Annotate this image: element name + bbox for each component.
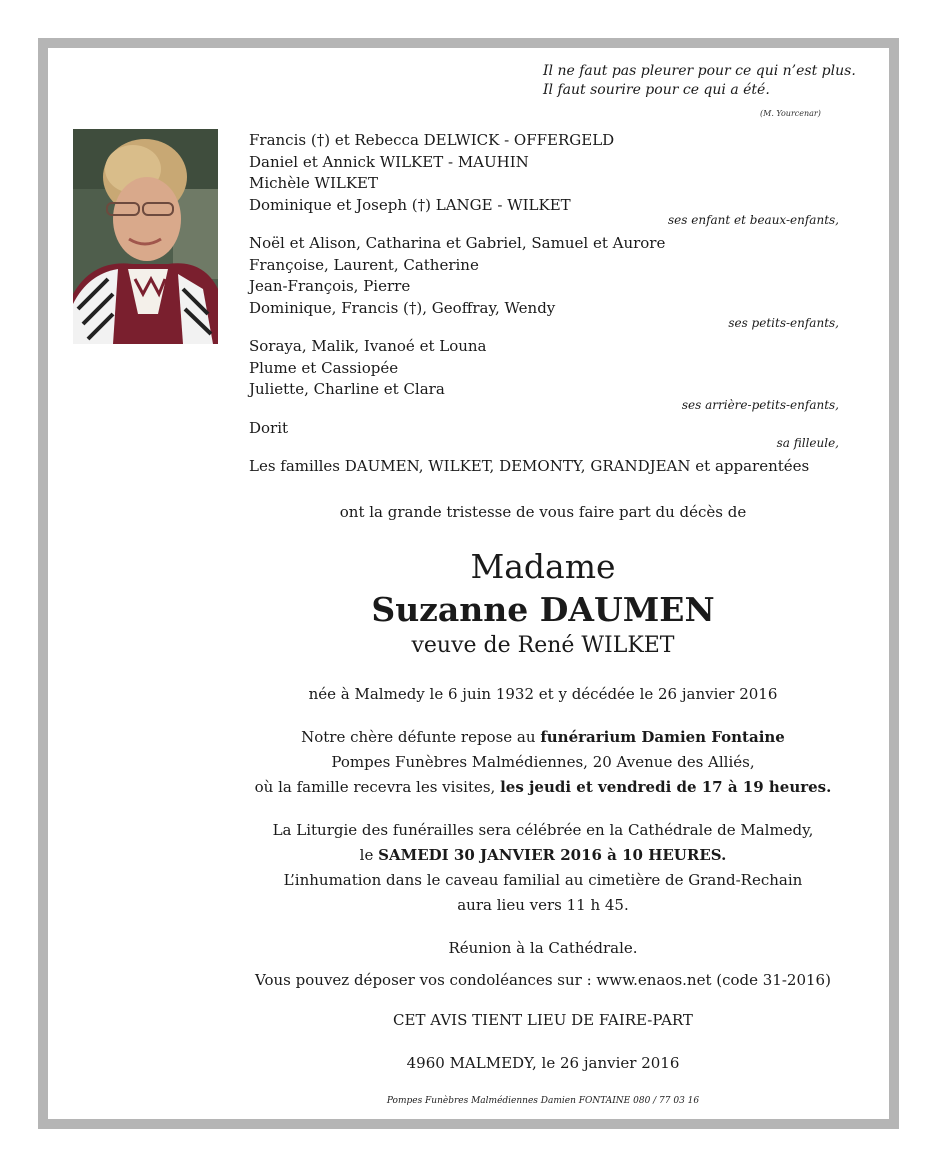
deceased-title: Madame <box>470 547 616 586</box>
deceased-photo <box>73 129 218 344</box>
place-date: 4960 MALMEDY, le 26 janvier 2016 <box>406 1054 680 1072</box>
quote-line-2: Il faut sourire pour ce qui a été. <box>543 82 770 98</box>
birth-death-dates: née à Malmedy le 6 juin 1932 et y décédée le 26 janvier 2016 <box>308 685 778 703</box>
grandchild-line: Jean-François, Pierre <box>249 277 411 295</box>
deceased-name: Suzanne DAUMEN <box>371 590 715 629</box>
great-grandchildren-relation: ses arrière-petits-enfants, <box>681 397 839 412</box>
goddaughter-relation: sa filleule, <box>776 436 839 450</box>
liturgy-line-4: aura lieu vers 11 h 45. <box>457 896 629 914</box>
epigraph-quote <box>543 62 856 100</box>
funeral-home-name: funérarium Damien Fontaine <box>540 728 785 746</box>
condolences-text: Vous pouvez déposer vos condoléances sur : www.enaos.net (code 31-2016) <box>255 971 831 989</box>
liturgy-line-2-text: le <box>359 846 379 864</box>
family-list <box>249 130 839 478</box>
goddaughter-line: Dorit <box>249 418 289 437</box>
child-line: Francis (†) et Rebecca DELWICK - OFFERGELD <box>249 131 615 149</box>
visiting-hours: les jeudi et vendredi de 17 à 19 heures. <box>500 778 832 796</box>
repose-line-2: Pompes Funèbres Malmédiennes, 20 Avenue des Alliés, <box>331 753 755 771</box>
liturgy-line-2 <box>240 843 846 868</box>
child-line: Dominique et Joseph (†) LANGE - WILKET <box>249 195 571 214</box>
grandchild-line: Dominique, Francis (†), Geoffray, Wendy <box>249 298 556 317</box>
great-grandchild-line: Soraya, Malik, Ivanoé et Louna <box>249 337 487 355</box>
notice-text: CET AVIS TIENT LIEU DE FAIRE-PART <box>393 1011 693 1029</box>
great-grandchild-line: Plume et Cassiopée <box>249 358 399 377</box>
grandchildren-relation: ses petits-enfants, <box>728 316 839 330</box>
repose-line-1-text: Notre chère défunte repose au <box>301 728 541 746</box>
child-line: Daniel et Annick WILKET - MAUHIN <box>249 152 529 171</box>
quote-line-1: Il ne faut pas pleurer pour ce qui n’est plus. <box>543 63 856 79</box>
repose-block <box>240 725 846 800</box>
families-line: Les familles DAUMEN, WILKET, DEMONTY, GRANDJEAN et apparentées <box>249 457 810 475</box>
children-relation: ses enfant et beaux-enfants, <box>668 213 839 227</box>
child-line: Michèle WILKET <box>249 174 379 192</box>
great-grandchild-line: Juliette, Charline et Clara <box>249 380 445 398</box>
footer-funeral-home: Pompes Funèbres Malmédiennes Damien FONTAINE 080 / 77 03 16 <box>386 1096 700 1106</box>
grandchild-line: Françoise, Laurent, Catherine <box>249 255 479 274</box>
grandchild-line: Noël et Alison, Catharina et Gabriel, Samuel et Aurore <box>249 234 666 252</box>
quote-author: (M. Yourcenar) <box>760 109 821 118</box>
repose-line-3 <box>240 775 846 800</box>
liturgy-line-3: L’inhumation dans le caveau familial au cimetière de Grand-Rechain <box>283 871 803 889</box>
reunion-text: Réunion à la Cathédrale. <box>448 939 638 957</box>
announcement: ont la grande tristesse de vous faire part du décès de <box>339 503 747 521</box>
repose-line-1 <box>240 725 846 750</box>
widow-of: veuve de René WILKET <box>411 633 675 658</box>
repose-line-3-text: où la famille recevra les visites, <box>254 778 501 796</box>
ceremony-datetime: SAMEDI 30 JANVIER 2016 à 10 HEURES. <box>378 846 727 864</box>
liturgy-line-1: La Liturgie des funérailles sera célébrée en la Cathédrale de Malmedy, <box>272 821 814 839</box>
liturgy-block <box>240 818 846 918</box>
